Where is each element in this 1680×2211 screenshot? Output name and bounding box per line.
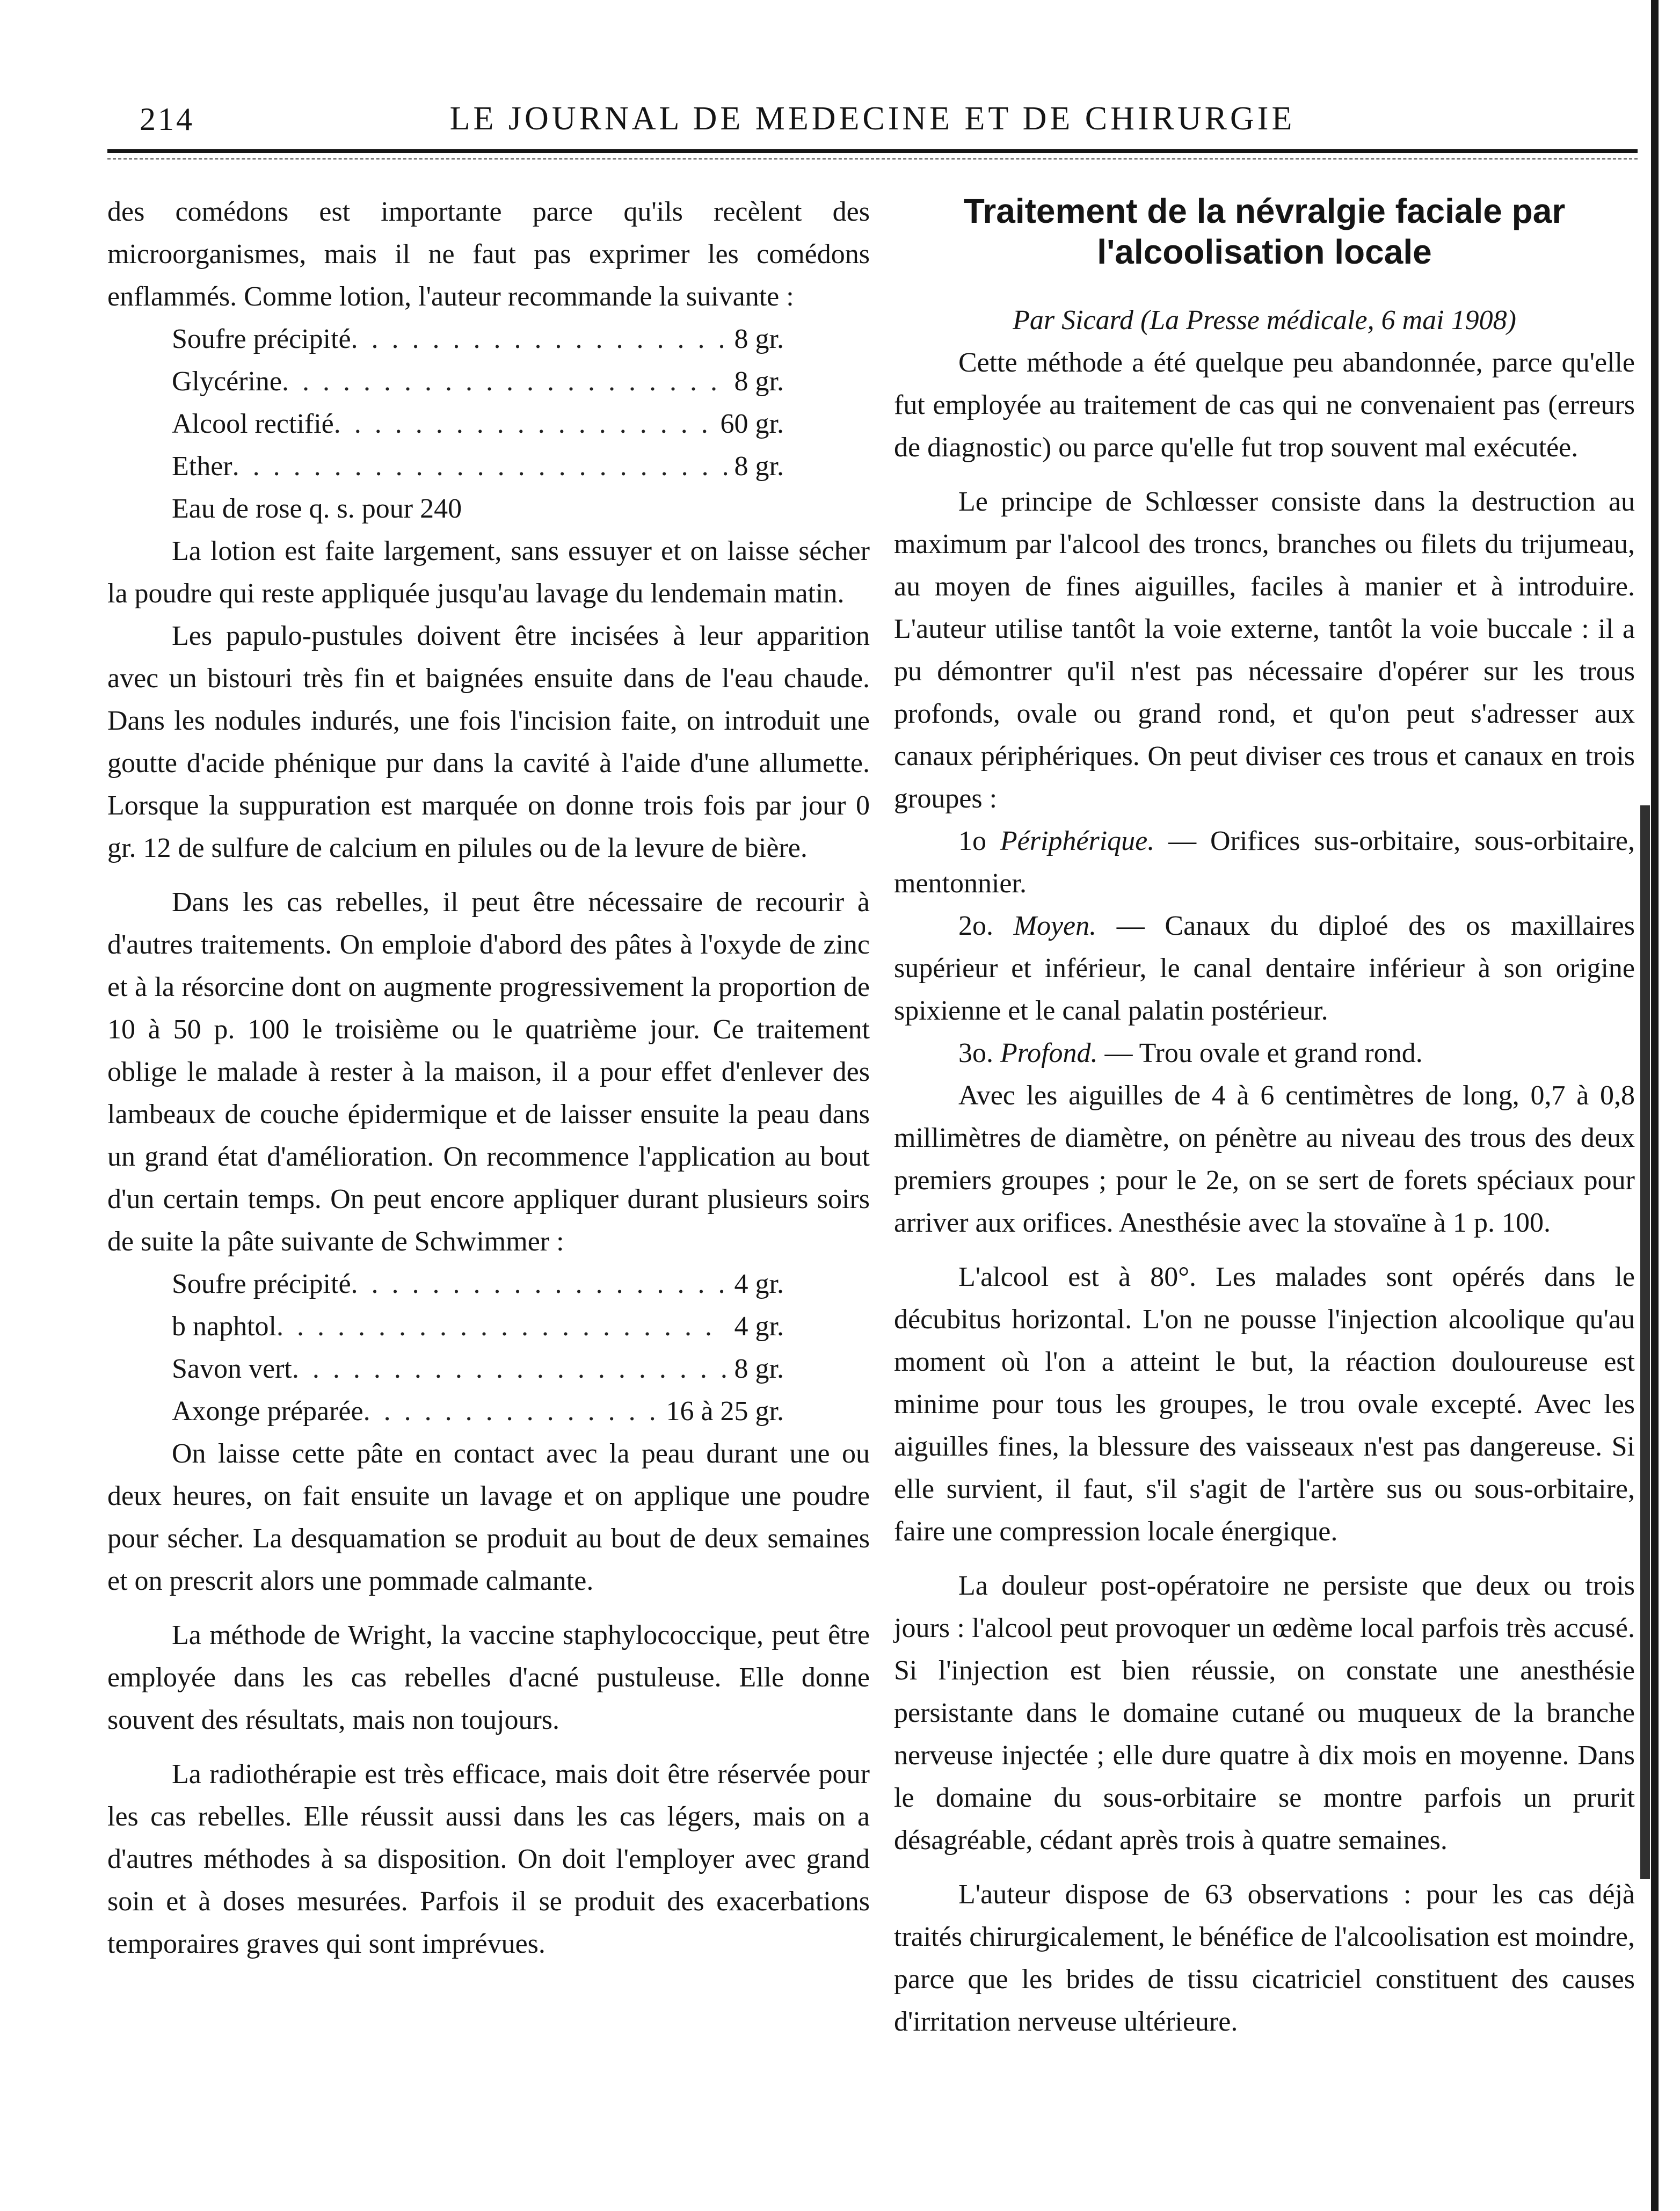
recipe-line xyxy=(172,1305,784,1348)
paragraph: Dans les cas rebelles, il peut être nécessaire de recourir à d'autres traitements. On emploie d'abord des pâtes à l'oxyde de zinc et à la résorcine dont on augmente progressivement la proportion de 10 à 50 p. 100 le troisième ou le quatrième jour. Ce traitement oblige le malade à rester à la maison, il a pour effet d'enlever des lambeaux de couche épidermique et de laisser ensuite la peau dans un grand état d'amélioration. On recommence l'application au bout d'un certain temps. On peut encore appliquer durant plusieurs soirs de suite la pâte suivante de Schwimmer : xyxy=(107,887,870,1257)
paragraph: L'alcool est à 80°. Les malades sont opérés dans le décubitus horizontal. L'on ne pousse l'injection alcoolique qu'au moment où l'on a atteint le but, la réaction douloureuse est minime pour tous les groupes, le trou ovale excepté. Avec les aiguilles fines, la blessure des vaisseaux n'est pas dangereuse. Si elle survient, il faut, s'il s'agit de l'artère sus ou sous-orbitaire, faire une compression locale énergique. xyxy=(894,1262,1635,1547)
page-header xyxy=(107,91,1638,156)
ingredient-name: Glycérine xyxy=(172,366,282,397)
ingredient-quantity: 16 à 25 gr. xyxy=(666,1396,784,1427)
group-item xyxy=(894,905,1635,1032)
ingredient-quantity: 8 gr. xyxy=(734,1354,784,1384)
paragraph: L'auteur dispose de 63 observations : pour les cas déjà traités chirurgicalement, le bénéfice de l'alcoolisation est moindre, parce que les brides de tissu cicatriciel constituent des causes d'irritation nerveuse ultérieure. xyxy=(894,1879,1635,2037)
ingredient-quantity: 60 gr. xyxy=(720,409,784,439)
ingredient-quantity: 8 gr. xyxy=(734,366,784,397)
paragraph: La lotion est faite largement, sans essuyer et on laisse sécher la poudre qui reste appliquée jusqu'au lavage du lendemain matin. xyxy=(107,536,870,609)
leader-dots xyxy=(277,1305,727,1348)
group-label: Moyen. xyxy=(1013,911,1097,941)
ingredient-quantity: 8 gr. xyxy=(734,451,784,482)
page-number: 214 xyxy=(140,101,194,137)
leader-dots xyxy=(363,1390,659,1432)
recipe-line xyxy=(172,1390,784,1432)
paragraph: La radiothérapie est très efficace, mais doit être réservée pour les cas rebelles. Elle réussit aussi dans les cas légers, mais on a d'autres méthodes à sa disposition. On doit l'employer avec grand soin et à doses mesurées. Parfois il se produit des exacerbations temporaires graves qui sont imprévues. xyxy=(107,1759,870,1959)
group-item xyxy=(894,1032,1635,1074)
ingredient-name: Savon vert xyxy=(172,1354,292,1384)
group-number: 1o xyxy=(958,826,986,856)
leader-dots xyxy=(351,318,727,360)
group-text: — Canaux du diploé des os maxillaires supérieur et inférieur, le canal dentaire inférieur à son origine spixienne et le canal palatin postérieur. xyxy=(894,911,1635,1026)
paragraph: des comédons est importante parce qu'ils recèlent des microorganismes, mais il ne faut pas exprimer les comédons enflammés. Comme lotion, l'auteur recommande la suivante : xyxy=(107,197,870,312)
ingredient-name: b naphtol xyxy=(172,1311,277,1342)
ingredient-quantity: 4 gr. xyxy=(734,1311,784,1342)
recipe-line xyxy=(172,360,784,403)
ingredient-quantity: 8 gr. xyxy=(734,324,784,354)
header-rule-thin xyxy=(107,158,1638,159)
group-text: — Orifices sus-orbitaire, sous-orbitaire, mentonnier. xyxy=(894,826,1635,899)
paragraph: Cette méthode a été quelque peu abandonnée, parce qu'elle fut employée au traitement de cas qui ne convenaient pas (erreurs de diagnostic) ou parce qu'elle fut trop souvent mal exécutée. xyxy=(894,347,1635,463)
article-byline: Par Sicard (La Presse médicale, 6 mai 1908) xyxy=(1013,305,1516,336)
paragraph: Avec les aiguilles de 4 à 6 centimètres de long, 0,7 à 0,8 millimètres de diamètre, on pénètre au niveau des trous des deux premiers groupes ; pour le 2e, on se sert de forets spéciaux pour arriver aux orifices. Anesthésie avec la stovaïne à 1 p. 100. xyxy=(894,1080,1635,1238)
recipe-final-line: Eau de rose q. s. pour 240 xyxy=(172,493,462,524)
group-item xyxy=(894,820,1635,905)
schwimmer-paste-recipe xyxy=(172,1263,784,1432)
article-title: Traitement de la névralgie faciale par l'alcoolisation locale xyxy=(963,192,1566,271)
scan-edge-shadow xyxy=(1651,0,1659,2211)
recipe-line xyxy=(172,318,784,360)
recipe-line xyxy=(172,403,784,445)
group-label: Périphérique. xyxy=(1000,826,1155,856)
paragraph: La douleur post-opératoire ne persiste que deux ou trois jours : l'alcool peut provoquer un œdème local parfois très accusé. Si l'injection est bien réussie, on constate une anesthésie persistante dans le domaine cutané ou muqueux de la branche nerveuse injectée ; elle dure quatre à dix mois en moyenne. Dans le domaine du sous-orbitaire se montre parfois un prurit désagréable, cédant après trois à quatre semaines. xyxy=(894,1570,1635,1856)
recipe-line xyxy=(172,445,784,488)
group-number: 2o. xyxy=(958,911,993,941)
paragraph: Le principe de Schlœsser consiste dans la destruction au maximum par l'alcool des troncs, branches ou filets du trijumeau, au moyen de fines aiguilles, faciles à manier et à introduire. L'auteur utilise tantôt la voie externe, tantôt la voie buccale : il a pu démontrer qu'il n'est pas nécessaire d'opérer sur les trous profonds, ovale ou grand rond, et qu'on peut s'adresser aux canaux périphériques. On peut diviser ces trous et canaux en trois groupes : xyxy=(894,486,1635,814)
ingredient-name: Alcool rectifié xyxy=(172,409,334,439)
leader-dots xyxy=(351,1263,727,1305)
leader-dots xyxy=(282,360,727,403)
lotion-recipe xyxy=(172,318,784,530)
left-column xyxy=(107,191,870,1965)
ingredient-name: Soufre précipité xyxy=(172,1269,351,1299)
ingredient-quantity: 4 gr. xyxy=(734,1269,784,1299)
ingredient-name: Axonge préparée xyxy=(172,1396,363,1427)
recipe-line xyxy=(172,1263,784,1305)
group-number: 3o. xyxy=(958,1038,993,1068)
leader-dots xyxy=(334,403,713,445)
paragraph: On laisse cette pâte en contact avec la peau durant une ou deux heures, on fait ensuite un lavage et on applique une poudre pour sécher. La desquamation se produit au bout de deux semaines et on prescrit alors une pommade calmante. xyxy=(107,1438,870,1596)
paragraph: Les papulo-pustules doivent être incisées à leur apparition avec un bistouri très fin et baignées ensuite dans de l'eau chaude. Dans les nodules indurés, une fois l'incision faite, on introduit une goutte d'acide phénique pur dans la cavité à l'aide d'une allumette. Lorsque la suppuration est marquée on donne trois fois par jour 0 gr. 12 de sulfure de calcium en pilules ou de la levure de bière. xyxy=(107,621,870,863)
leader-dots xyxy=(232,445,727,488)
scan-edge-shadow-inner xyxy=(1640,805,1650,1879)
ingredient-name: Ether xyxy=(172,451,232,482)
group-text: — Trou ovale et grand rond. xyxy=(1097,1038,1423,1068)
group-label: Profond. xyxy=(1000,1038,1098,1068)
running-title: LE JOURNAL DE MEDECINE ET DE CHIRURGIE xyxy=(449,100,1296,137)
header-rule xyxy=(107,149,1638,153)
leader-dots xyxy=(292,1348,727,1390)
recipe-line xyxy=(172,1348,784,1390)
ingredient-name: Soufre précipité xyxy=(172,324,351,354)
paragraph: La méthode de Wright, la vaccine staphylococcique, peut être employée dans les cas rebelles d'acné pustuleuse. Elle donne souvent des résultats, mais non toujours. xyxy=(107,1620,870,1735)
right-column xyxy=(894,191,1635,2043)
